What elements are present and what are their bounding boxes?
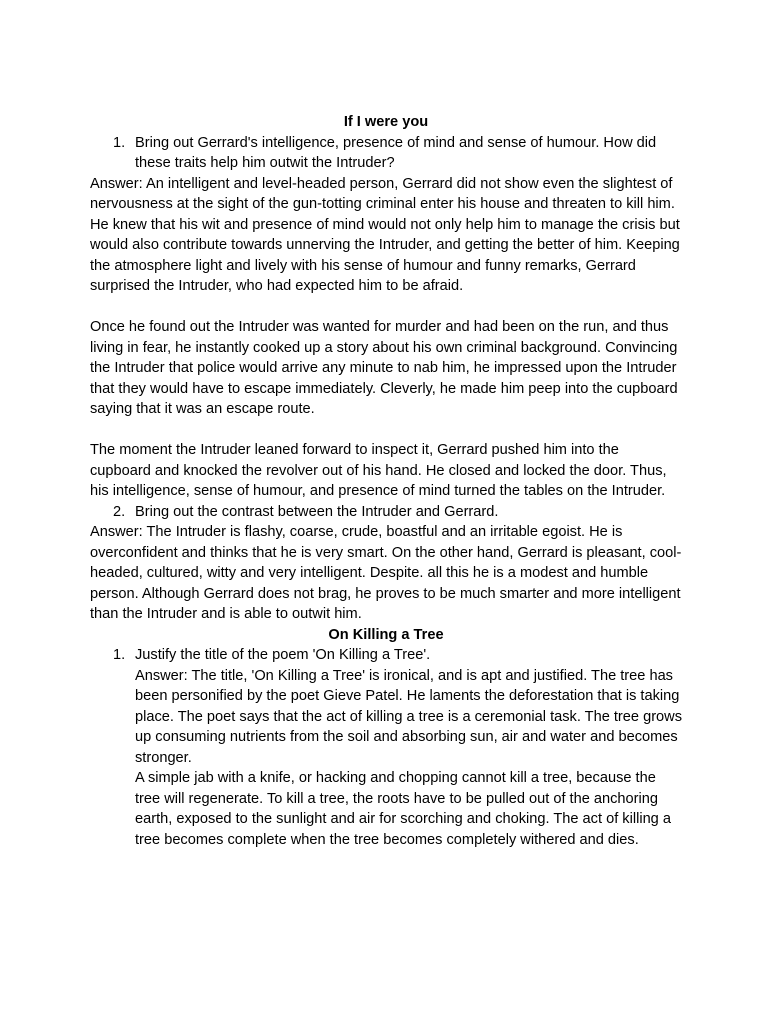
question-number: 1. (113, 134, 126, 151)
poem-question-1 (90, 645, 682, 850)
answer-1-paragraph-1: Answer: An intelligent and level-headed person, Gerrard did not show even the slightest of nervousness at the sight of the gun-totting criminal enter his house and threaten to kill him. He knew that his wit and presence of mind would not only help him to manage the crisis but would also contribute towards unnerving the Intruder, and getting the better of him. Keeping the atmosphere light and lively with his sense of humour and funny remarks, Gerrard surprised the Intruder, who had expected him to be afraid. (90, 175, 680, 294)
answer-2-paragraph: Answer: The Intruder is flashy, coarse, crude, boastful and an irritable egoist. He is overconfident and thinks that he is very smart. On the other hand, Gerrard is pleasant, cool-headed, cultured, witty and very intelligent. Despite. all this he is a modest and humble person. Although Gerrard does not brag, he proves to be much smarter and more intelligent than the Intruder and is able to outwit him. (90, 524, 682, 622)
question-number: 1. (113, 647, 126, 663)
question-text: Justify the title of the poem 'On Killing a Tree'. (135, 647, 431, 663)
question-1 (90, 133, 682, 174)
question-text: Bring out Gerrard's intelligence, presence of mind and sense of humour. How did these traits help him outwit the Intruder? (135, 134, 657, 171)
poem-answer-paragraph-2: A simple jab with a knife, or hacking and chopping cannot kill a tree, because the tree will regenerate. To kill a tree, the roots have to be pulled out of the anchoring earth, exposed to the sunlight and air for scorching and choking. The act of killing a tree becomes complete when the tree becomes completely withered and dies. (135, 770, 671, 848)
poem-answer-paragraph-1: Answer: The title, 'On Killing a Tree' is ironical, and is apt and justified. The tree has been personified by the poet Gieve Patel. He laments the deforestation that is taking place. The poet says that the act of killing a tree is a ceremonial task. The tree grows up consuming nutrients from the soil and absorbing sun, air and water and becomes stronger. (135, 667, 683, 766)
answer-1-paragraph-3: The moment the Intruder leaned forward to inspect it, Gerrard pushed him into the cupboard and knocked the revolver out of his hand. He closed and locked the door. Thus, his intelligence, sense of humour, and presence of mind turned the tables on the Intruder. (90, 442, 667, 499)
section-title-if-i-were-you: If I were you (343, 114, 429, 130)
question-text: Bring out the contrast between the Intruder and Gerrard. (135, 503, 499, 520)
question-number: 2. (113, 503, 126, 520)
question-2 (90, 502, 682, 523)
paragraph-spacer (90, 420, 682, 441)
answer-1-paragraph-2: Once he found out the Intruder was wanted for murder and had been on the run, and thus living in fear, he instantly cooked up a story about his own criminal background. Convincing the Intruder that police would arrive any minute to nab him, he impressed upon the Intruder that they would have to escape immediately. Cleverly, he made him peep into the cupboard saying that it was an escape route. (90, 319, 678, 417)
document-content (90, 112, 682, 850)
paragraph-spacer (90, 297, 682, 318)
section-title-on-killing-a-tree: On Killing a Tree (328, 626, 444, 643)
